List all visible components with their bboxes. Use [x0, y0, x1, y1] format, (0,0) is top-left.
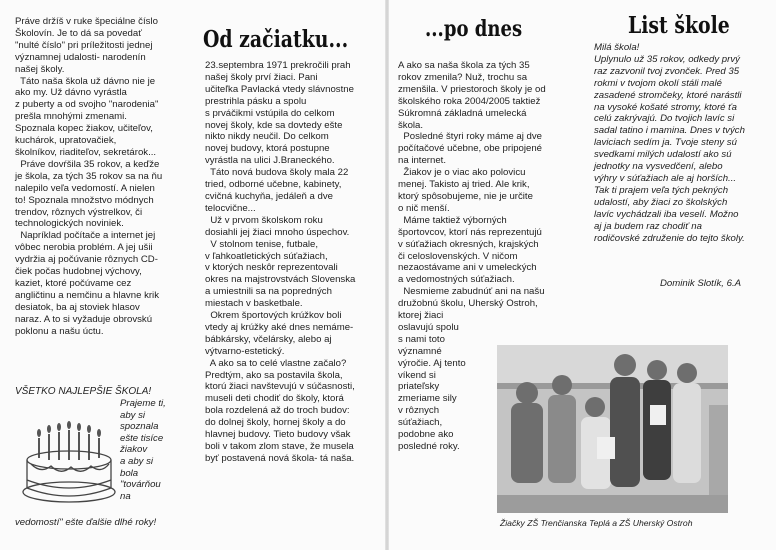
photo-caption: Žiačky ZŠ Trenčianska Teplá a ZŠ Uherský Ostroh [500, 518, 693, 528]
history-text: 23.septembra 1971 prekročili prah našej školy prví žiaci. Pani učiteľka Pavlacká vtedy slávnostne prestrihla pásku a spolu s prváčikmi vstúpila do celkom novej školy, kde sa dovtedy ešte nikto nikdy neučil. Do celkom novej budovy, ktorá postupne vyrástla na ulici J.Braneckého. Táto nová budova školy mala 22 tried, odborné učebne, kabinety, cvičná kuchyňa, jedáleň a dve telocvične... Už v prvom školskom roku dosiahli jej žiaci mnoho úspechov. V stolnom tenise, futbale, v ľahkoatletických súťažiach, v ktorých neskôr reprezentovali okres na majstrovstvách Slovenska a umiestnili sa na popredných miestach v basketbale. Okrem športových krúžkov boli vtedy aj krúžky aké dnes nemáme- bábkársky, včelársky, alebo aj výtvarno-estetický. A ako sa to celé vlastne začalo? Predtým, ako sa postavila škola, ktorú žiaci navštevujú v súčasnosti, museli deti chodiť do školy, ktorá bola rozdelená až do troch budov: do dolnej školy, hornej školy a do hlavnej budovy. Tieto budovy však boli v takom zlom stave, že musela byť postavená nová škola- tá naša. [205, 60, 356, 464]
letter-text: Milá škola! Uplynulo už 35 rokov, odkedy prvý raz zazvonil tvoj zvonček. Pred 35 rokmi v tvojom okolí stáli malé zasadené stromčeky, ktoré narástli na vysoké košaté stromy, ktoré ťa celú zakrývajú. Do tvojich lavíc si sadal tatino i mamina. Dnes v tvých laviciach sedím ja. Tvoje steny sú svedkami milých udalostí ako sú jednotky na vysvedčení, alebo výhry v súťažiach ale aj horších... Tak ti prajem veľa tých pekných udalostí, aby žiaci zo školských lavíc vychádzali iba veselí. Možno aj ja budem raz chodiť na rodičovské združenie do tejto školy. [594, 42, 745, 244]
birthday-wish-end: vedomostí" ešte ďalšie dlhé roky! [15, 517, 157, 528]
letter-signature: Dominik Slotík, 6.A [660, 278, 742, 289]
today-text: A ako sa naša škola za tých 35 rokov zmenila? Nuž, trochu sa zmenšila. V priestoroch školy je od školského roka 2004/2005 taktiež Súkromná základná umelecká škola. Posledné štyri roky máme aj dve počítačové učebne, obe pripojené na internet. Žiakov je o viac ako polovicu menej. Takisto aj tried. Ale krik, ktorý spôsobujeme, nie je určite o nič menší. Máme taktiež výborných športovcov, ktorí nás reprezentujú v súťažiach okresných, krajských či celoslovenských. V ničom nezaostávame ani v umeleckých a vedomostných súťažiach. Nesmieme zabudnúť ani na našu družobnú školu, Uherský Ostroh, ktorej žiaci oslavujú spolu s nami toto významné výročie. Aj tento víkend si priateľsky zmeriame sily v rôznych súťažiach, podobne ako posledné roky. [398, 60, 546, 452]
section-title-beginning: Od začiatku... [203, 26, 349, 53]
page-fold [385, 0, 389, 550]
section-title-today: ...po dnes [425, 16, 523, 42]
birthday-wish: Prajeme ti, aby si spoznala ešte tisíce žiakov a aby si bola "továrňou na [120, 398, 166, 502]
birthday-greeting: VŠETKO NAJLEPŠIE ŠKOLA! [15, 386, 152, 397]
students-photo [497, 345, 728, 513]
section-title-letter: List škole [628, 12, 730, 39]
intro-text: Práve držíš v ruke špeciálne číslo Školovín. Je to dá sa povedať "nulté číslo" pri príležitosti jednej významnej udalosti- narodenín našej školy. Táto naša škola už dávno nie je ako my. Už dávno vyrástla z puberty a od svojho "narodenia" prešla mnohými zmenami. Spoznala kopec žiakov, učiteľov, kuchárok, upratovačiek, školníkov, riaditeľov, sekretárok... Práve dovŕšila 35 rokov, a keďže je škola, za tých 35 rokov sa na ňu nalepilo veľa vedomostí. A nielen to! Spoznala množstvo módnych trendov, rôznych výstrelkov, či technologických noviniek. Napríklad počítače a internet jej vôbec nerobia problém. A jej ušii vydržia aj počúvanie rôznych CD- čiek počas hudobnej výchovy, kaziet, ktoré počúvame cez angličtinu a nemčinu a hlavne krik desiatok, ba aj stoviek hlasov naraz. A to si vyžaduje obrovskú poklonu a našu úctu. [15, 16, 163, 337]
birthday-cake-drawing [17, 400, 121, 512]
